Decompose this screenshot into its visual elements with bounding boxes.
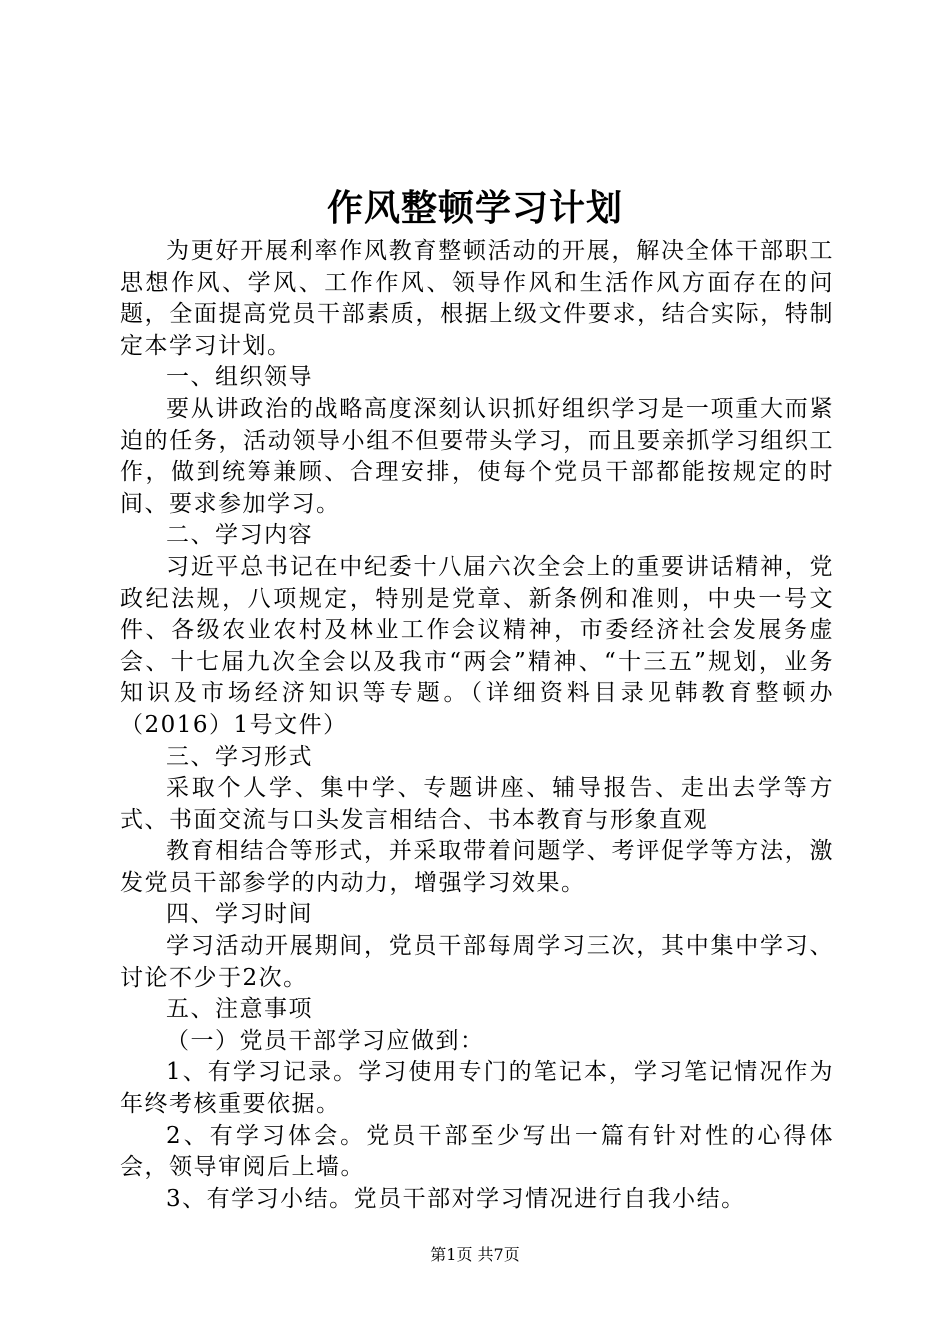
notes-subheading: （一）党员干部学习应做到：: [166, 1027, 485, 1054]
notes-item-3: 3、有学习小结。党员干部对学习情况进行自我小结。: [166, 1185, 746, 1212]
section-heading-organization: 一、组织领导: [166, 364, 313, 391]
section-heading-format: 三、学习形式: [166, 743, 313, 770]
section-heading-notes: 五、注意事项: [166, 996, 313, 1023]
time-paragraph: 学习活动开展期间，党员干部每周学习三次，其中集中学习、讨论不少于2次。: [120, 933, 834, 991]
intro-paragraph: 为更好开展利率作风教育整顿活动的开展，解决全体干部职工思想作风、学风、工作作风、领导作风和生活作风方面存在的问题，全面提高党员干部素质，根据上级文件要求，结合实际，特制定本学习计划。: [120, 238, 834, 359]
format-paragraph-2: 教育相结合等形式，并采取带着问题学、考评促学等方法，激发党员干部参学的内动力，增强学习效果。: [120, 838, 834, 896]
document-body: [120, 236, 834, 1215]
organization-paragraph: 要从讲政治的战略高度深刻认识抓好组织学习是一项重大而紧迫的任务，活动领导小组不但要带头学习，而且要亲抓学习组织工作，做到统筹兼顾、合理安排，使每个党员干部都能按规定的时间、要求参加学习。: [120, 395, 834, 517]
section-heading-time: 四、学习时间: [166, 901, 313, 928]
notes-item-2: 2、有学习体会。党员干部至少写出一篇有针对性的心得体会，领导审阅后上墙。: [120, 1122, 834, 1181]
document-title: 作风整顿学习计划: [326, 187, 623, 229]
notes-item-1: 1、有学习记录。学习使用专门的笔记本，学习笔记情况作为年终考核重要依据。: [120, 1059, 834, 1118]
page-number-footer: 第1页 共7页: [430, 1245, 520, 1264]
content-paragraph: 习近平总书记在中纪委十八届六次全会上的重要讲话精神，党政纪法规，八项规定，特别是党章、新条例和准则，中央一号文件、各级农业农村及林业工作会议精神，市委经济社会发展务虚会、十七届九次全会以及我市“两会”精神、“十三五”规划，业务知识及市场经济知识等专题。（详细资料目录见韩教育整顿办（2016）1号文件）: [120, 553, 834, 738]
format-paragraph-1: 采取个人学、集中学、专题讲座、辅导报告、走出去学等方式、书面交流与口头发言相结合、书本教育与形象直观: [120, 775, 834, 833]
section-heading-content: 二、学习内容: [166, 522, 313, 549]
